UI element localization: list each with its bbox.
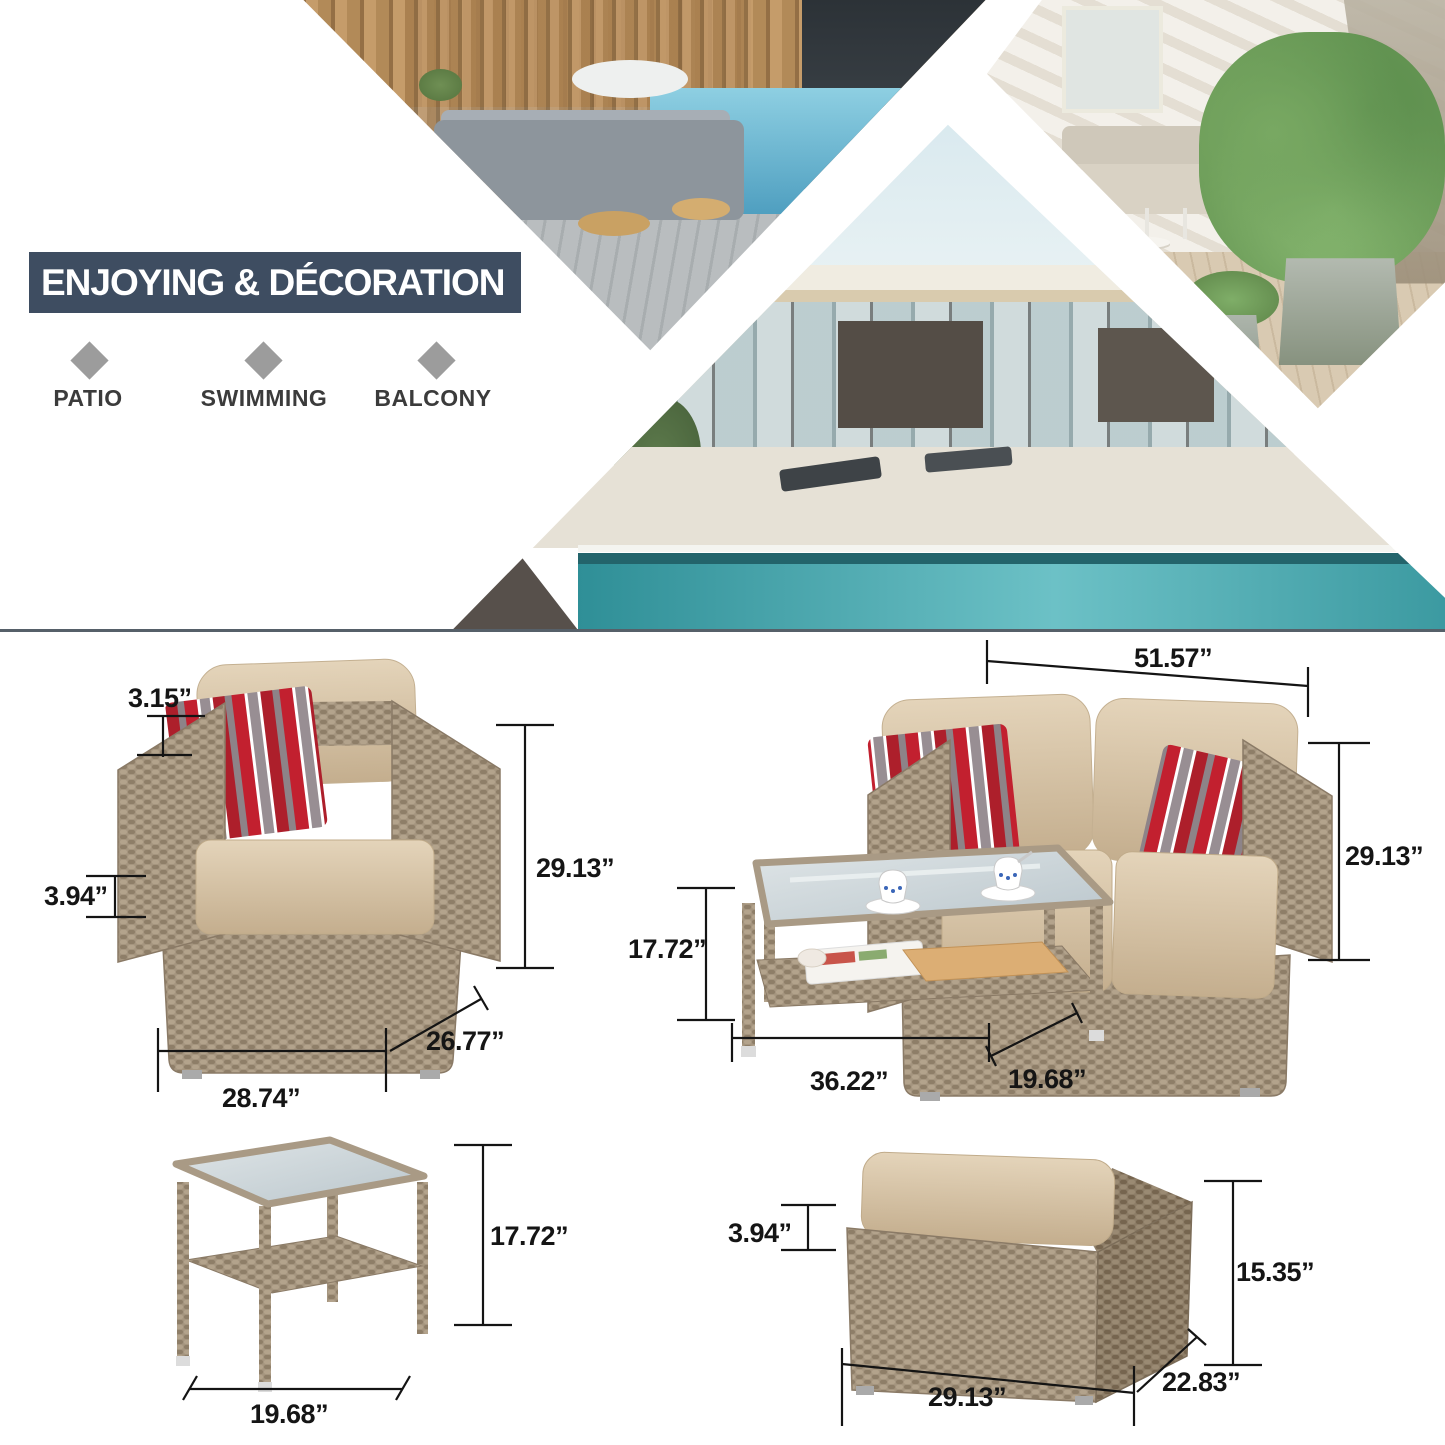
dim-chair-cushion: 3.94” (44, 881, 108, 911)
dim-chair-height: 29.13” (536, 853, 615, 883)
dim-chair-depth: 26.77” (426, 1026, 505, 1056)
furniture-drawings (0, 630, 1445, 1445)
dim-coffee-table-height: 17.72” (628, 934, 707, 964)
tag-patio: PATIO (53, 385, 123, 411)
ottoman-drawing (847, 1152, 1192, 1405)
tag-balcony: BALCONY (374, 385, 492, 411)
side-table-drawing (176, 1140, 428, 1392)
headline-text: ENJOYING & DÉCORATION (41, 261, 505, 303)
dim-ottoman-height: 15.35” (1236, 1257, 1315, 1287)
dim-chair-back-gap: 3.15” (128, 683, 192, 713)
chair-drawing (118, 658, 500, 1079)
dim-loveseat-height: 29.13” (1345, 841, 1424, 871)
dim-ottoman-depth: 22.83” (1162, 1367, 1241, 1397)
dim-coffee-table-depth: 19.68” (1008, 1064, 1087, 1094)
dim-side-table-width: 19.68” (250, 1399, 329, 1429)
dim-loveseat-width: 51.57” (1134, 643, 1213, 673)
tag-swimming: SWIMMING (200, 385, 328, 411)
dim-chair-width: 28.74” (222, 1083, 301, 1113)
dim-side-table-height: 17.72” (490, 1221, 569, 1251)
dim-ottoman-width: 29.13” (928, 1382, 1007, 1412)
dim-coffee-table-length: 36.22” (810, 1066, 889, 1096)
dim-ottoman-cushion: 3.94” (728, 1218, 792, 1248)
